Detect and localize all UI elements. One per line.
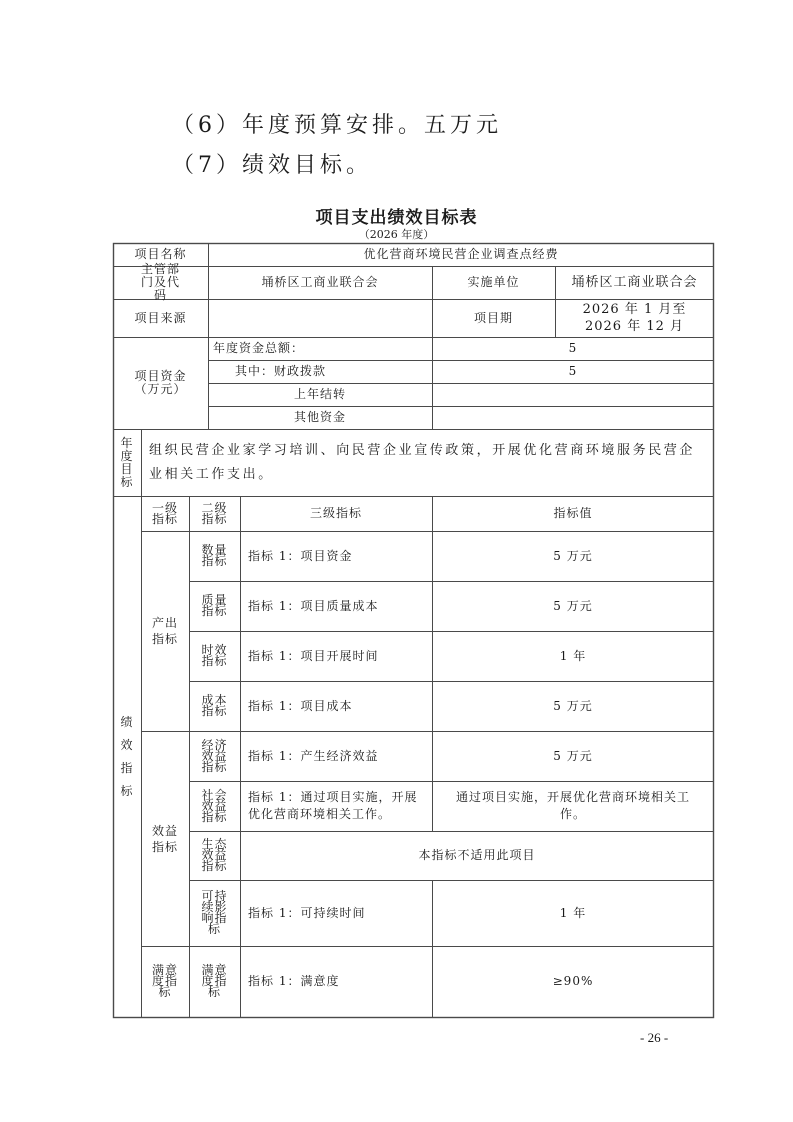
level2-social: 社会效益指标 <box>201 787 228 824</box>
level1-output: 产出指标 <box>151 616 178 646</box>
col-header-level1: 一级指标 <box>151 500 178 526</box>
level2-quality: 质量指标 <box>201 593 228 618</box>
value-quantity: 5 万元 <box>553 548 593 563</box>
period-label: 项目期 <box>473 310 513 325</box>
col-header-level3: 三级指标 <box>309 506 362 520</box>
value-quality: 5 万元 <box>553 598 593 613</box>
impl-label: 实施单位 <box>467 275 520 289</box>
level3-economic: 指标 1：产生经济效益 <box>248 748 379 763</box>
table-subtitle: （2026 年度） <box>358 228 435 241</box>
funds-label: 项目资金（万元） <box>134 369 187 396</box>
level1-benefit: 效益指标 <box>151 823 178 854</box>
funds-carryover-label: 上年结转 <box>293 387 346 401</box>
value-economic: 5 万元 <box>553 748 593 763</box>
dept-label: 主管部门及代码 <box>140 262 180 302</box>
page-number: - 26 - <box>640 1030 669 1045</box>
funds-fiscal-value: 5 <box>568 364 578 378</box>
level2-cost: 成本指标 <box>201 693 228 718</box>
funds-fiscal-label: 其中：财政拨款 <box>235 364 327 378</box>
col-header-value: 指标值 <box>553 506 593 520</box>
funds-other-label: 其他资金 <box>293 410 346 424</box>
level3-timeliness: 指标 1：项目开展时间 <box>248 648 379 663</box>
level3-quantity: 指标 1：项目资金 <box>248 548 353 563</box>
project-name-value: 优化营商环境民营企业调查点经费 <box>363 247 559 261</box>
value-satisfaction: ≥90% <box>552 974 594 988</box>
level2-sustainability: 可持续影响指标 <box>201 889 228 936</box>
level3-satisfaction: 指标 1：满意度 <box>248 974 340 988</box>
level3-sustainability: 指标 1：可持续时间 <box>248 905 366 920</box>
annual-goal-text: 组织民营企业家学习培训、向民营企业宣传政策，开展优化营商环境服务民营企业相关工作支出。 <box>149 442 696 482</box>
level2-ecological: 生态效益指标 <box>201 837 228 873</box>
level3-quality: 指标 1：项目质量成本 <box>248 598 379 613</box>
value-ecological-merged: 本指标不适用此项目 <box>418 848 536 862</box>
funds-carryover-value <box>432 383 714 406</box>
project-name-label: 项目名称 <box>134 247 187 261</box>
table-title: 项目支出绩效目标表 <box>315 208 478 228</box>
level2-quantity: 数量指标 <box>201 543 228 568</box>
funds-total-label: 年度资金总额： <box>213 341 305 355</box>
level2-timeliness: 时效指标 <box>201 643 228 668</box>
level2-economic: 经济效益指标 <box>201 737 228 774</box>
funds-other-value <box>432 406 714 429</box>
source-label: 项目来源 <box>134 310 187 325</box>
level3-social: 指标 1：通过项目实施，开展优化营商环境相关工作。 <box>248 790 418 821</box>
period-value: 2026 年 1 月至 2026 年 12 月 <box>582 302 687 334</box>
col-header-level2: 二级指标 <box>201 500 228 526</box>
dept-value: 埇桥区工商业联合会 <box>261 275 379 289</box>
funds-total-value: 5 <box>568 341 578 355</box>
source-value <box>208 299 432 337</box>
annual-goal-label: 年度目标 <box>120 435 134 489</box>
value-timeliness: 1 年 <box>559 648 587 663</box>
value-cost: 5 万元 <box>553 698 593 713</box>
level2-satisfaction: 满意度指标 <box>201 963 228 999</box>
paragraph-budget: （6）年度预算安排。五万元 <box>172 113 502 138</box>
indicators-label: 绩效指标 <box>120 714 134 798</box>
impl-value: 埇桥区工商业联合会 <box>571 275 698 290</box>
level3-cost: 指标 1：项目成本 <box>248 698 353 713</box>
level1-satisfaction: 满意度指标 <box>151 963 178 999</box>
value-social: 通过项目实施，开展优化营商环境相关工作。 <box>455 790 690 821</box>
value-sustainability: 1 年 <box>559 905 587 920</box>
paragraph-goals: （7）绩效目标。 <box>172 153 372 178</box>
